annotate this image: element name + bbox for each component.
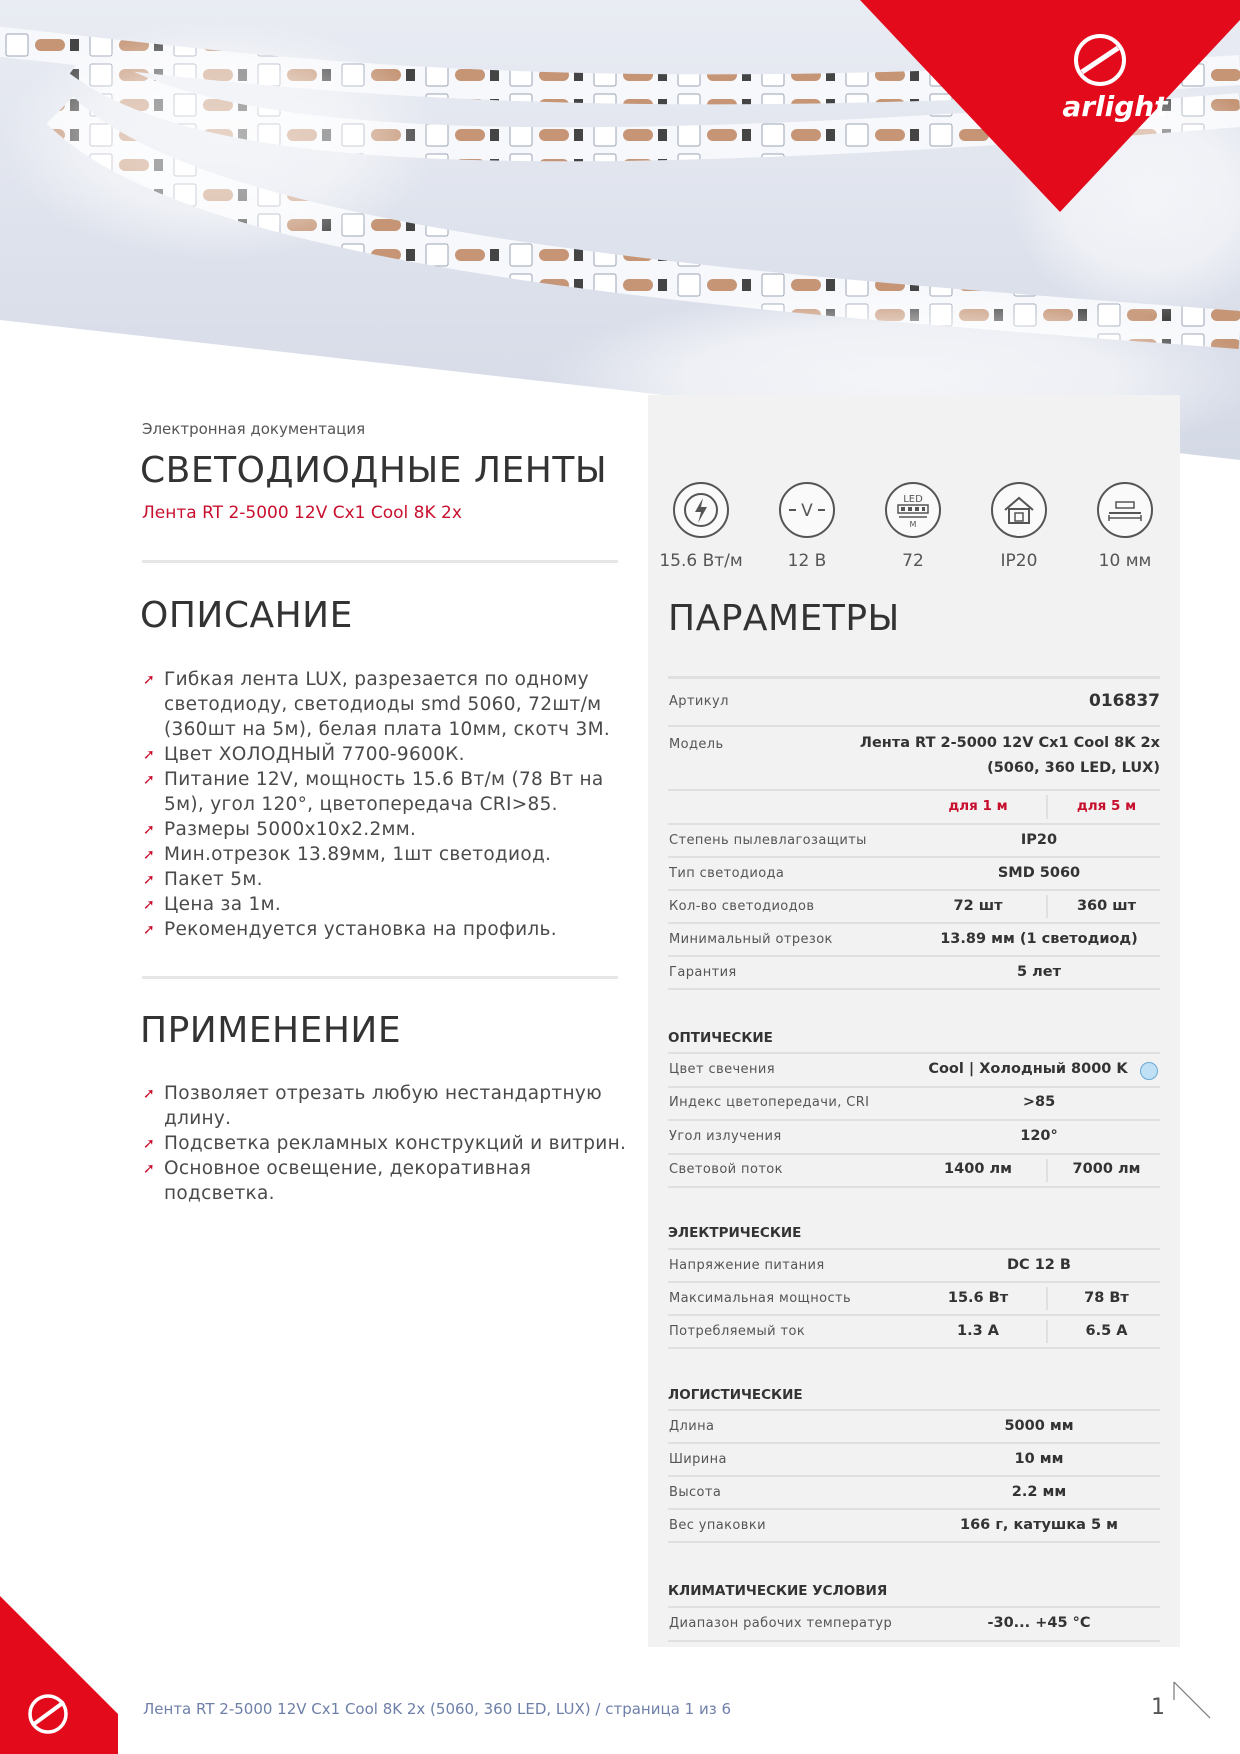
led-per-meter-icon bbox=[885, 482, 941, 538]
param-row bbox=[668, 1155, 1160, 1189]
brand-logo bbox=[860, 0, 1240, 215]
param-value: DC 12 В bbox=[1006, 1256, 1071, 1273]
param-row bbox=[668, 1510, 1160, 1543]
color-swatch-icon bbox=[1140, 1062, 1158, 1080]
param-label: Максимальная мощность bbox=[669, 1290, 852, 1306]
list-item-text: Подсветка рекламных конструкций и витрин. bbox=[164, 1133, 627, 1154]
param-row bbox=[668, 1283, 1160, 1316]
page-title: СВЕТОДИОДНЫЕ ЛЕНТЫ bbox=[140, 450, 608, 491]
bullet-arrow-icon: ➚ bbox=[143, 1161, 156, 1177]
bullet-arrow-icon: ➚ bbox=[143, 1136, 156, 1152]
column-divider bbox=[1046, 795, 1048, 819]
param-label: Цвет свечения bbox=[669, 1061, 775, 1077]
param-label: Кол-во светодиодов bbox=[669, 898, 815, 914]
param-row bbox=[668, 825, 1160, 858]
param-value-5m: 360 шт bbox=[1076, 897, 1137, 914]
voltage-icon bbox=[779, 482, 835, 538]
bullet-arrow-icon: ➚ bbox=[143, 897, 156, 913]
param-value: Cool | Холодный 8000 K bbox=[928, 1060, 1128, 1077]
param-label: Световой поток bbox=[669, 1162, 783, 1178]
param-row bbox=[668, 924, 1160, 957]
spec-ip bbox=[966, 482, 1072, 571]
page-corner-mark bbox=[1172, 1680, 1212, 1720]
param-value: 10 мм bbox=[1014, 1450, 1064, 1467]
logistics-group-title: ЛОГИСТИЧЕСКИЕ bbox=[668, 1387, 803, 1403]
param-row bbox=[668, 1411, 1160, 1444]
column-divider bbox=[1046, 895, 1048, 918]
param-label: Степень пылевлагозащиты bbox=[669, 832, 867, 848]
param-label: Вес упаковки bbox=[669, 1517, 766, 1533]
parameters-title: ПАРАМЕТРЫ bbox=[668, 598, 900, 639]
param-label: Диапазон рабочих температур bbox=[669, 1616, 893, 1631]
param-label: Напряжение питания bbox=[669, 1257, 825, 1273]
list-item-text: Размеры 5000x10x2.2мм. bbox=[164, 819, 417, 840]
list-item bbox=[142, 1131, 642, 1156]
param-row bbox=[668, 1316, 1160, 1349]
param-value-1m: 1400 лм bbox=[944, 1161, 1012, 1178]
list-item bbox=[142, 767, 642, 817]
list-item bbox=[142, 667, 642, 742]
article-value: 016837 bbox=[1089, 691, 1160, 711]
param-value-1m: 15.6 Вт bbox=[947, 1289, 1009, 1306]
param-label: Минимальный отрезок bbox=[669, 931, 833, 947]
climate-group-title: КЛИМАТИЧЕСКИЕ УСЛОВИЯ bbox=[668, 1583, 888, 1599]
bullet-arrow-icon: ➚ bbox=[143, 922, 156, 938]
application-title: ПРИМЕНЕНИЕ bbox=[140, 1010, 402, 1051]
key-specs-icons bbox=[648, 482, 1180, 571]
doc-kicker: Электронная документация bbox=[142, 420, 366, 438]
param-row bbox=[668, 1054, 1160, 1088]
list-item bbox=[142, 1156, 642, 1206]
param-row bbox=[668, 957, 1160, 990]
svg-text:V: V bbox=[801, 501, 813, 521]
list-item bbox=[142, 842, 642, 867]
param-value: IP20 bbox=[1020, 831, 1058, 848]
list-item bbox=[142, 817, 642, 842]
spec-width-value: 10 мм bbox=[1098, 551, 1152, 571]
spec-voltage-value: 12 В bbox=[787, 551, 827, 571]
param-row bbox=[668, 1444, 1160, 1477]
footer-logo bbox=[0, 1596, 118, 1754]
width-icon bbox=[1097, 482, 1153, 538]
divider bbox=[142, 560, 618, 563]
param-row bbox=[668, 1608, 1160, 1642]
param-value: SMD 5060 bbox=[997, 864, 1081, 881]
list-item-text: Гибкая лента LUX, разрезается по одному светодиоду, светодиоды smd 5060, 72шт/м (360шт на 5м), белая плата 10мм, скотч 3М. bbox=[164, 669, 611, 740]
list-item bbox=[142, 742, 642, 767]
list-item-text: Питание 12V, мощность 15.6 Вт/м (78 Вт на 5м), угол 120°, цветопередача CRI>85. bbox=[164, 769, 604, 815]
electrical-group-title: ЭЛЕКТРИЧЕСКИЕ bbox=[668, 1225, 802, 1241]
bullet-arrow-icon: ➚ bbox=[143, 747, 156, 763]
optical-group-title: ОПТИЧЕСКИЕ bbox=[668, 1030, 773, 1046]
param-value: 13.89 мм (1 светодиод) bbox=[940, 930, 1138, 947]
list-item bbox=[142, 892, 642, 917]
svg-text:M: M bbox=[909, 520, 917, 529]
param-row bbox=[668, 891, 1160, 924]
spec-led-count-value: 72 bbox=[902, 551, 924, 571]
column-divider bbox=[1046, 1287, 1048, 1310]
spec-led-count bbox=[860, 482, 966, 571]
param-value: >85 bbox=[1022, 1094, 1056, 1111]
param-value: 5 лет bbox=[1017, 963, 1061, 980]
list-item-text: Основное освещение, декоративная подсветка. bbox=[164, 1158, 532, 1204]
list-item bbox=[142, 1081, 642, 1131]
bullet-arrow-icon: ➚ bbox=[143, 822, 156, 838]
divider bbox=[142, 976, 618, 979]
spec-power bbox=[648, 482, 754, 571]
param-label: Потребляемый ток bbox=[669, 1323, 806, 1339]
param-label: Угол излучения bbox=[669, 1128, 782, 1144]
param-label: Гарантия bbox=[669, 964, 737, 980]
list-item-text: Цвет ХОЛОДНЫЙ 7700-9600К. bbox=[164, 744, 465, 765]
param-label: Тип светодиода bbox=[669, 865, 785, 881]
application-list bbox=[142, 1081, 642, 1206]
param-value-1m: 1.3 А bbox=[957, 1322, 999, 1339]
list-item-text: Пакет 5м. bbox=[164, 869, 263, 890]
spec-ip-value: IP20 bbox=[1000, 551, 1038, 571]
param-value: -30... +45 °C bbox=[987, 1615, 1091, 1631]
param-label: Высота bbox=[669, 1484, 722, 1500]
per-5m-header: для 5 м bbox=[1076, 798, 1137, 814]
bullet-arrow-icon: ➚ bbox=[143, 672, 156, 688]
param-row-units-header bbox=[668, 791, 1160, 825]
list-item-text: Цена за 1м. bbox=[164, 894, 282, 915]
bullet-arrow-icon: ➚ bbox=[143, 847, 156, 863]
spec-power-value: 15.6 Вт/м bbox=[659, 551, 743, 571]
param-value-5m: 6.5 А bbox=[1085, 1322, 1128, 1339]
param-row bbox=[668, 1477, 1160, 1510]
spec-voltage bbox=[754, 482, 860, 571]
per-1m-header: для 1 м bbox=[948, 798, 1008, 814]
model-value-line2: (5060, 360 LED, LUX) bbox=[987, 760, 1160, 776]
page-number: 1 bbox=[1151, 1695, 1165, 1720]
column-divider bbox=[1046, 1159, 1048, 1183]
param-label: Модель bbox=[669, 737, 724, 752]
description-list bbox=[142, 667, 642, 942]
description-title: ОПИСАНИЕ bbox=[140, 595, 353, 636]
list-item-text: Рекомендуется установка на профиль. bbox=[164, 919, 557, 940]
param-label: Индекс цветопередачи, CRI bbox=[669, 1095, 870, 1111]
svg-text:LED: LED bbox=[903, 494, 923, 505]
param-row bbox=[668, 1088, 1160, 1122]
param-row bbox=[668, 1250, 1160, 1283]
param-label: Длина bbox=[669, 1418, 715, 1434]
param-value: 166 г, катушка 5 м bbox=[960, 1516, 1118, 1533]
spec-width bbox=[1072, 482, 1178, 571]
param-value-5m: 78 Вт bbox=[1084, 1289, 1129, 1306]
footer-text: Лента RT 2-5000 12V Cx1 Cool 8K 2x (5060, 360 LED, LUX) / страница 1 из 6 bbox=[143, 1700, 732, 1718]
column-divider bbox=[1046, 1320, 1048, 1343]
model-value-line1: Лента RT 2-5000 12V Cx1 Cool 8K 2x bbox=[859, 735, 1160, 751]
bullet-arrow-icon: ➚ bbox=[143, 772, 156, 788]
param-label: Ширина bbox=[669, 1451, 727, 1467]
power-icon bbox=[673, 482, 729, 538]
logo-text: arlight bbox=[1062, 90, 1168, 123]
ip-protection-icon bbox=[991, 482, 1047, 538]
param-value-5m: 7000 лм bbox=[1072, 1161, 1141, 1178]
param-value: 120° bbox=[1020, 1127, 1058, 1144]
param-row-article bbox=[668, 679, 1160, 727]
bullet-arrow-icon: ➚ bbox=[143, 872, 156, 888]
product-subtitle: Лента RT 2-5000 12V Cx1 Cool 8K 2x bbox=[142, 503, 462, 523]
list-item bbox=[142, 867, 642, 892]
list-item-text: Мин.отрезок 13.89мм, 1шт светодиод. bbox=[164, 844, 552, 865]
list-item-text: Позволяет отрезать любую нестандартную длину. bbox=[164, 1083, 602, 1129]
param-value: 5000 мм bbox=[1004, 1417, 1074, 1434]
param-label: Артикул bbox=[669, 694, 729, 709]
param-row bbox=[668, 858, 1160, 891]
param-value: 2.2 мм bbox=[1011, 1483, 1067, 1500]
bullet-arrow-icon: ➚ bbox=[143, 1086, 156, 1102]
param-value-1m: 72 шт bbox=[953, 897, 1003, 914]
list-item bbox=[142, 917, 642, 942]
param-row-model bbox=[668, 727, 1160, 791]
param-row bbox=[668, 1121, 1160, 1155]
